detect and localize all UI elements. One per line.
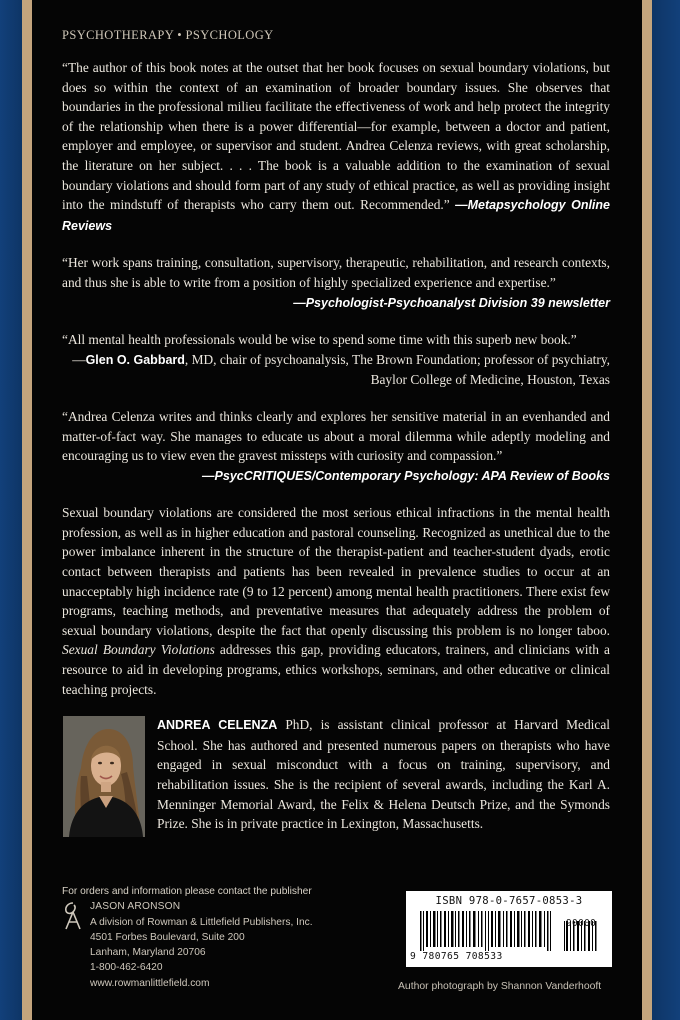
review-quote bbox=[62, 253, 610, 313]
book-title: Sexual Boundary Violations bbox=[62, 642, 215, 658]
author-bio-text: PhD, is assistant clinical professor at Harvard Medical School. She has authored and presented numerous papers on therapists who have engaged in sexual misconduct with a focus on training, supervisory, and rehabilitation issues. She is the recipient of several awards, including the Karl A. Menninger Memorial Award, the Felix & Helena Deutsch Prize, and the Symonds Prize. She is in private practice in Lexington, Massachusetts. bbox=[157, 717, 610, 832]
review-source: —Psychologist-Psychoanalyst Division 39 newsletter bbox=[293, 295, 610, 310]
publisher-details bbox=[62, 899, 362, 991]
author-portrait-illustration bbox=[63, 716, 145, 837]
barcode-addon-digits: 90000 bbox=[566, 918, 597, 929]
right-cover-edge bbox=[652, 0, 680, 1020]
isbn-label: ISBN 978-0-7657-0853-3 bbox=[435, 895, 583, 907]
left-spine-edge bbox=[0, 0, 22, 1020]
review-attribution bbox=[62, 350, 610, 371]
isbn-barcode bbox=[406, 891, 612, 967]
review-text: “Andrea Celenza writes and thinks clearly and explores her sensitive material in an evenhanded and matter-of-fact way. She manages to educate us about a moral dilemma while adeptly modeling and encouraging us to view even the gravest missteps with curiosity and compassion.” bbox=[62, 408, 610, 464]
publisher-address2: Lanham, Maryland 20706 bbox=[90, 947, 206, 959]
publisher-info bbox=[62, 884, 362, 991]
review-source-line bbox=[62, 466, 610, 487]
review-quote bbox=[62, 58, 610, 236]
review-text: “Her work spans training, consultation, supervisory, therapeutic, rehabilitation, and research contexts, and thus she is able to write from a position of highly specialized experience and expertise.” bbox=[62, 255, 610, 290]
review-text: “The author of this book notes at the outset that her book focuses on sexual boundary violations, but does so within the context of an examination of broader boundary issues. She observes that boundaries in the professional milieu facilitate the effectiveness of work and help protect the integrity of the relationship when there is a power differential—for example, between a doctor and patient, employer and employee, or supervisor and student. Andrea Celenza reviews, with great scholarship, the literature on her subject. . . . The book is a valuable addition to the examination of sexual boundary violations and should form part of any study of ethical practice, as well as providing insight into the mindstuff of therapists who carry them out. Recommended.” bbox=[62, 60, 610, 213]
back-cover-panel bbox=[32, 0, 642, 1020]
attribution-dash: — bbox=[72, 351, 86, 367]
author-name: ANDREA CELENZA bbox=[157, 718, 278, 733]
reviewer-name: Glen O. Gabbard bbox=[85, 352, 185, 367]
category-label: PSYCHOTHERAPY • PSYCHOLOGY bbox=[62, 28, 274, 42]
publisher-phone: 1-800-462-6420 bbox=[90, 962, 163, 974]
review-quote bbox=[62, 407, 610, 486]
photo-credit: Author photograph by Shannon Vanderhooft bbox=[398, 981, 602, 992]
review-quote bbox=[62, 330, 610, 390]
author-bio bbox=[157, 715, 610, 834]
barcode-bars bbox=[420, 911, 600, 951]
publisher-address1: 4501 Forbes Boulevard, Suite 200 bbox=[90, 931, 245, 943]
review-text: “All mental health professionals would be wise to spend some time with this superb new book.” bbox=[62, 332, 577, 348]
review-source: —Metapsychology Online Reviews bbox=[62, 198, 610, 233]
publisher-contact-line: For orders and information please contact the publisher bbox=[62, 886, 312, 897]
barcode-digits: 9 780765 708533 bbox=[410, 951, 503, 962]
publisher-website[interactable]: www.rowmanlittlefield.com bbox=[90, 977, 210, 989]
review-source-line bbox=[62, 293, 610, 314]
description-part2: addresses this gap, providing educators, trainers, and clinicians with a resource to aid in developing programs, ethics workshops, seminars, and other educative or clinical teaching projects. bbox=[62, 642, 610, 697]
review-source: —PsycCRITIQUES/Contemporary Psychology: APA Review of Books bbox=[202, 468, 610, 483]
book-description bbox=[62, 503, 610, 699]
attribution-line2: Baylor College of Medicine, Houston, Texas bbox=[370, 372, 610, 388]
author-photo bbox=[63, 716, 145, 837]
author-section bbox=[62, 716, 610, 838]
publisher-name: JASON ARONSON bbox=[90, 901, 181, 913]
description-part1: Sexual boundary violations are considered the most serious ethical infractions in the mental health profession, as well as in higher education and pastoral counseling. Recognized as unethical due to the power imbalance inherent in the structure of the therapist-patient and teacher-student dyads, erotic contact between therapists and patients has been revealed in prevalence studies to occur at an unacceptably high incidence rate (9 to 12 percent) among mental health practitioners. There exist few programs, teaching methods, and preventative measures that adequately address the problem of sexual boundary violations, despite the fact that openly discussing this problem is no longer taboo. bbox=[62, 505, 610, 638]
publisher-logo-icon bbox=[62, 901, 84, 931]
attribution-line1: , MD, chair of psychoanalysis, The Brown Foundation; professor of psychiatry, bbox=[184, 351, 610, 367]
cover-text-column bbox=[62, 58, 610, 838]
publisher-division: A division of Rowman & Littlefield Publishers, Inc. bbox=[90, 916, 313, 928]
